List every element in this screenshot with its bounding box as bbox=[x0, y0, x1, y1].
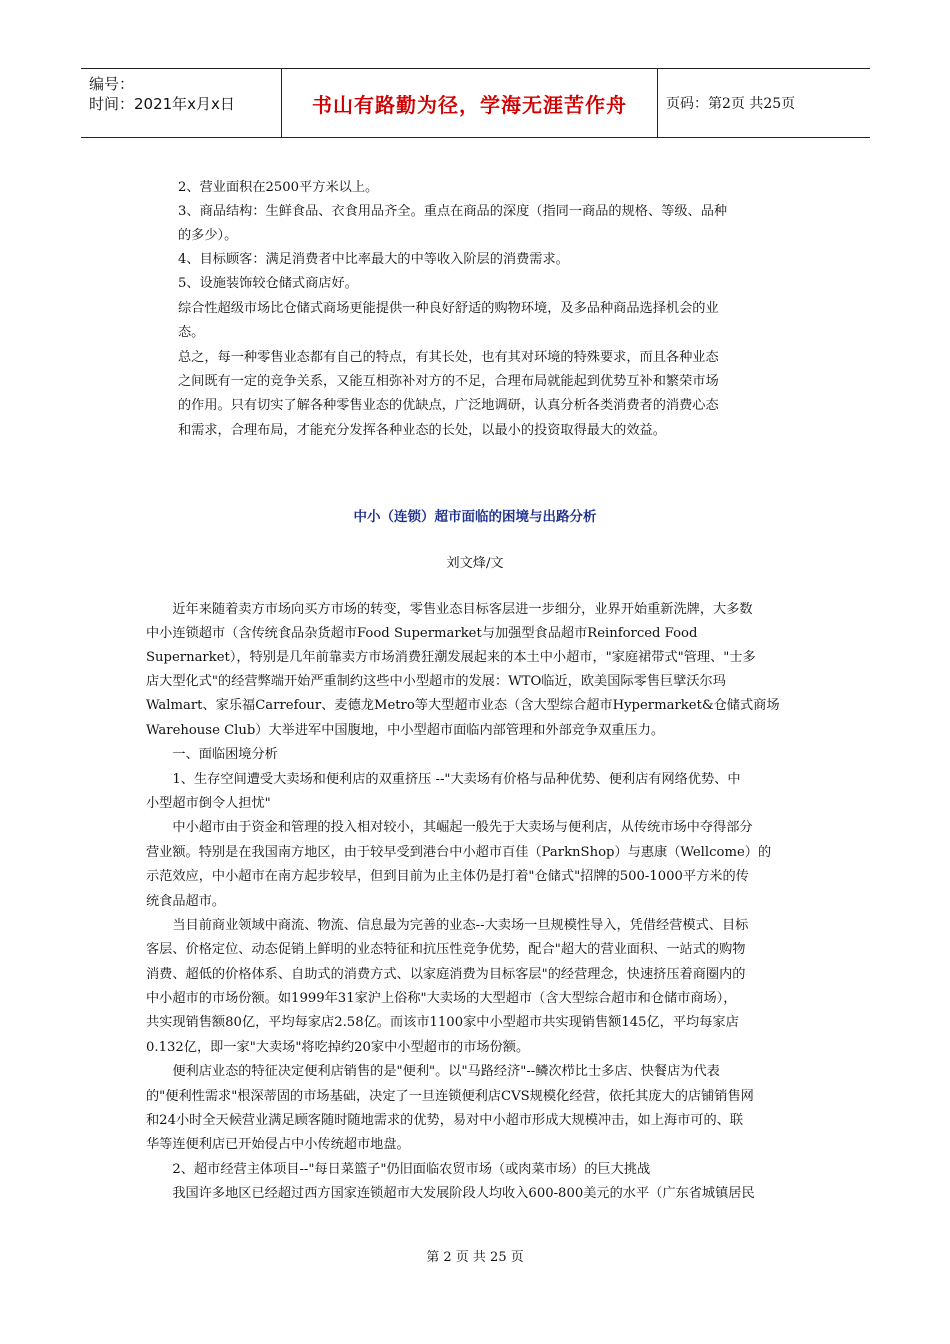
text-line: 1、生存空间遭受大卖场和便利店的双重挤压 --"大卖场有价格与品种优势、便利店有网络优势、中 bbox=[146, 772, 741, 787]
text-line: 总之，每一种零售业态都有自己的特点，有其长处，也有其对环境的特殊要求，而且各种业态 bbox=[178, 350, 719, 365]
text-line: 4、目标顾客：满足消费者中比率最大的中等收入阶层的消费需求。 bbox=[178, 252, 569, 267]
text-line: 综合性超级市场比仓储式商场更能提供一种良好舒适的购物环境，及多品种商品选择机会的业 bbox=[178, 301, 719, 316]
text-line: 3、商品结构：生鲜食品、衣食用品齐全。重点在商品的深度（指同一商品的规格、等级、品种 bbox=[178, 204, 728, 219]
text-line: 和24小时全天候营业满足顾客随时随地需求的优势，易对中小超市形成大规模冲击，如上海市可的、联 bbox=[146, 1113, 744, 1128]
text-line: 0.132亿，即一家"大卖场"将吃掉约20家中小型超市的市场份额。 bbox=[146, 1040, 530, 1055]
text-line: 小型超市倒令人担忧" bbox=[146, 796, 271, 811]
text-line: 的多少）。 bbox=[178, 228, 238, 243]
text-line: 态。 bbox=[178, 325, 205, 340]
text-line: 2、营业面积在2500平方米以上。 bbox=[178, 180, 379, 195]
text-line: 中小超市由于资金和管理的投入相对较小，其崛起一般先于大卖场与便利店，从传统市场中夺得部分 bbox=[146, 820, 753, 835]
text-line: 共实现销售额80亿，平均每家店2.58亿。而该市1100家中小型超市共实现销售额145亿，平均每家店 bbox=[146, 1015, 739, 1030]
document-date-label: 时间：2021年x月x日 bbox=[89, 95, 235, 113]
text-line: 便利店业态的特征决定便利店销售的是"便利"。以"马路经济"--鳞次栉比士多店、快餐店为代表 bbox=[146, 1064, 720, 1079]
text-line: 的作用。只有切实了解各种零售业态的优缺点，广泛地调研，认真分析各类消费者的消费心态 bbox=[178, 398, 719, 413]
text-line: 当目前商业领域中商流、物流、信息最为完善的业态--大卖场一旦规模性导入，凭借经营模式、目标 bbox=[146, 918, 749, 933]
article-title: 中小（连锁）超市面临的困境与出路分析 bbox=[353, 509, 597, 525]
text-line: 店大型化式"的经营弊端开始严重制约这些中小型超市的发展：WTO临近，欧美国际零售巨擘沃尔玛 bbox=[146, 674, 726, 689]
text-line: 统食品超市。 bbox=[146, 894, 226, 909]
text-line: 示范效应，中小超市在南方起步较早，但到目前为止主体仍是打着"仓储式"招牌的500-1000平方米的传 bbox=[146, 869, 749, 884]
header-meta bbox=[81, 69, 281, 137]
page-header bbox=[81, 68, 870, 138]
text-line: 中小超市的市场份额。如1999年31家沪上俗称"大卖场的大型超市（含大型综合超市和仓储市商场）， bbox=[146, 991, 737, 1006]
text-line: 一、面临困境分析 bbox=[146, 747, 278, 762]
text-line: 消费、超低的价格体系、自助式的消费方式、以家庭消费为目标客层"的经营理念，快速挤压着商圈内的 bbox=[146, 967, 746, 982]
text-line: 客层、价格定位、动态促销上鲜明的业态特征和抗压性竞争优势，配合"超大的营业面积、一站式的购物 bbox=[146, 942, 746, 957]
text-line: 中小连锁超市（含传统食品杂货超市Food Supermarket与加强型食品超市Reinforced Food bbox=[146, 626, 698, 641]
header-motto: 书山有路勤为径，学海无涯苦作舟 bbox=[312, 92, 627, 117]
document-number-label: 编号： bbox=[89, 75, 135, 93]
header-divider bbox=[657, 69, 658, 137]
header-page-info: 页码：第2页 共25页 bbox=[666, 96, 796, 112]
text-line: Walmart、家乐福Carrefour、麦德龙Metro等大型超市业态（含大型综合超市Hypermarket&仓储式商场 bbox=[146, 698, 780, 713]
text-line: 华等连便利店已开始侵占中小传统超市地盘。 bbox=[146, 1137, 410, 1152]
text-line: 5、设施装饰较仓储式商店好。 bbox=[178, 276, 358, 291]
text-line: 近年来随着卖方市场向买方市场的转变，零售业态目标客层进一步细分，业界开始重新洗牌，大多数 bbox=[146, 602, 753, 617]
text-line: 的"便利性需求"根深蒂固的市场基础，决定了一旦连锁便利店CVS规模化经营，依托其庞大的店铺销售网 bbox=[146, 1089, 754, 1104]
text-line: 2、超市经营主体项目--"每日菜篮子"仍旧面临农贸市场（或肉菜市场）的巨大挑战 bbox=[146, 1162, 651, 1177]
text-line: Warehouse Club）大举进军中国腹地，中小型超市面临内部管理和外部竞争双重压力。 bbox=[146, 723, 665, 738]
text-line: 之间既有一定的竞争关系，又能互相弥补对方的不足，合理布局就能起到优势互补和繁荣市场 bbox=[178, 374, 719, 389]
text-line: 营业额。特别是在我国南方地区，由于较早受到港台中小超市百佳（ParknShop）与惠康（Wellcome）的 bbox=[146, 845, 772, 860]
text-line: Supernarket），特别是几年前靠卖方市场消费狂潮发展起来的本土中小超市，"家庭裙带式"管理、"士多 bbox=[146, 650, 756, 665]
page-footer: 第 2 页 共 25 页 bbox=[426, 1250, 524, 1265]
text-line: 我国许多地区已经超过西方国家连锁超市大发展阶段人均收入600-800美元的水平（广东省城镇居民 bbox=[146, 1186, 755, 1201]
article-author: 刘文烽/文 bbox=[446, 556, 504, 571]
text-line: 和需求，合理布局，才能充分发挥各种业态的长处，以最小的投资取得最大的效益。 bbox=[178, 423, 666, 438]
